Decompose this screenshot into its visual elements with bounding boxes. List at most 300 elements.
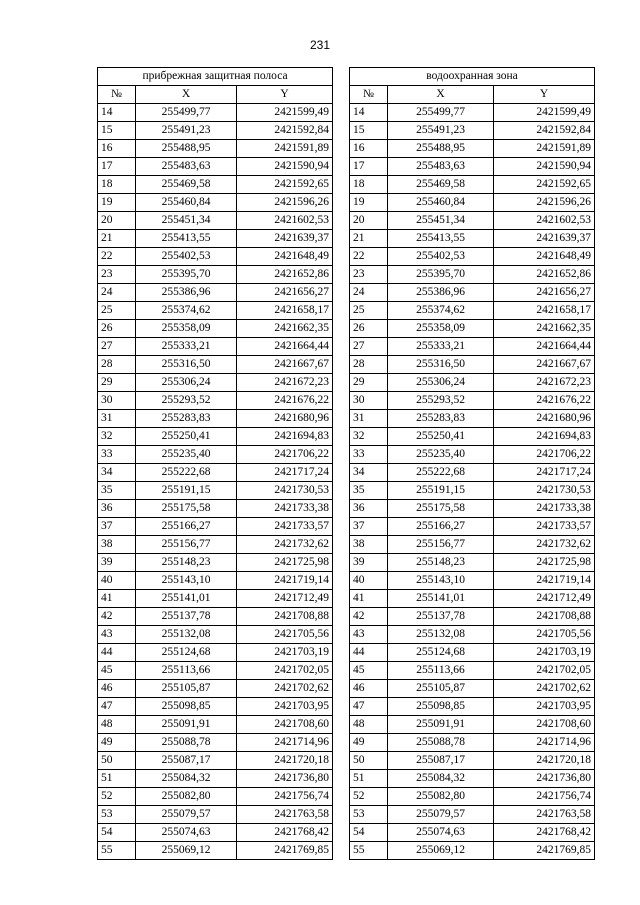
y-coordinate-cell: 2421708,60 bbox=[237, 716, 333, 734]
point-number-cell: 48 bbox=[98, 716, 136, 734]
point-number-cell: 28 bbox=[350, 356, 388, 374]
y-coordinate-cell: 2421676,22 bbox=[237, 392, 333, 410]
table-row bbox=[98, 320, 333, 338]
x-coordinate-cell: 255222,68 bbox=[388, 464, 494, 482]
table-row bbox=[350, 500, 595, 518]
y-coordinate-cell: 2421590,94 bbox=[494, 158, 595, 176]
table-row bbox=[98, 374, 333, 392]
table-row bbox=[98, 590, 333, 608]
point-number-cell: 46 bbox=[98, 680, 136, 698]
point-number-cell: 50 bbox=[350, 752, 388, 770]
x-coordinate-cell: 255141,01 bbox=[136, 590, 237, 608]
x-coordinate-cell: 255306,24 bbox=[136, 374, 237, 392]
y-coordinate-cell: 2421599,49 bbox=[494, 104, 595, 122]
table-row bbox=[98, 392, 333, 410]
x-coordinate-cell: 255460,84 bbox=[136, 194, 237, 212]
table-row bbox=[350, 230, 595, 248]
table-row bbox=[98, 824, 333, 842]
table-row bbox=[350, 428, 595, 446]
y-coordinate-cell: 2421730,53 bbox=[237, 482, 333, 500]
y-coordinate-cell: 2421733,57 bbox=[237, 518, 333, 536]
point-number-cell: 37 bbox=[350, 518, 388, 536]
point-number-cell: 35 bbox=[98, 482, 136, 500]
y-coordinate-cell: 2421648,49 bbox=[237, 248, 333, 266]
header-y: Y bbox=[494, 86, 595, 104]
x-coordinate-cell: 255175,58 bbox=[388, 500, 494, 518]
x-coordinate-cell: 255283,83 bbox=[388, 410, 494, 428]
table-row bbox=[98, 734, 333, 752]
x-coordinate-cell: 255082,80 bbox=[136, 788, 237, 806]
y-coordinate-cell: 2421732,62 bbox=[237, 536, 333, 554]
y-coordinate-cell: 2421602,53 bbox=[494, 212, 595, 230]
x-coordinate-cell: 255124,68 bbox=[136, 644, 237, 662]
table-row bbox=[350, 662, 595, 680]
point-number-cell: 49 bbox=[350, 734, 388, 752]
y-coordinate-cell: 2421599,49 bbox=[237, 104, 333, 122]
table-caption: водоохранная зона bbox=[350, 68, 595, 86]
point-number-cell: 16 bbox=[350, 140, 388, 158]
table-row bbox=[350, 104, 595, 122]
header-x: X bbox=[136, 86, 237, 104]
x-coordinate-cell: 255358,09 bbox=[388, 320, 494, 338]
point-number-cell: 18 bbox=[350, 176, 388, 194]
point-number-cell: 51 bbox=[98, 770, 136, 788]
point-number-cell: 39 bbox=[350, 554, 388, 572]
point-number-cell: 25 bbox=[350, 302, 388, 320]
x-coordinate-cell: 255283,83 bbox=[136, 410, 237, 428]
y-coordinate-cell: 2421658,17 bbox=[494, 302, 595, 320]
point-number-cell: 55 bbox=[98, 842, 136, 860]
point-number-cell: 33 bbox=[350, 446, 388, 464]
table-row bbox=[350, 302, 595, 320]
x-coordinate-cell: 255088,78 bbox=[136, 734, 237, 752]
y-coordinate-cell: 2421719,14 bbox=[237, 572, 333, 590]
point-number-cell: 43 bbox=[98, 626, 136, 644]
point-number-cell: 16 bbox=[98, 140, 136, 158]
y-coordinate-cell: 2421763,58 bbox=[494, 806, 595, 824]
x-coordinate-cell: 255137,78 bbox=[136, 608, 237, 626]
x-coordinate-cell: 255483,63 bbox=[136, 158, 237, 176]
point-number-cell: 19 bbox=[98, 194, 136, 212]
y-coordinate-cell: 2421769,85 bbox=[494, 842, 595, 860]
y-coordinate-cell: 2421667,67 bbox=[237, 356, 333, 374]
point-number-cell: 43 bbox=[350, 626, 388, 644]
y-coordinate-cell: 2421590,94 bbox=[237, 158, 333, 176]
point-number-cell: 31 bbox=[350, 410, 388, 428]
y-coordinate-cell: 2421720,18 bbox=[237, 752, 333, 770]
y-coordinate-cell: 2421708,60 bbox=[494, 716, 595, 734]
point-number-cell: 27 bbox=[98, 338, 136, 356]
x-coordinate-cell: 255333,21 bbox=[136, 338, 237, 356]
table-row bbox=[98, 842, 333, 860]
x-coordinate-cell: 255316,50 bbox=[136, 356, 237, 374]
x-coordinate-cell: 255386,96 bbox=[388, 284, 494, 302]
table-row bbox=[98, 644, 333, 662]
point-number-cell: 36 bbox=[98, 500, 136, 518]
x-coordinate-cell: 255105,87 bbox=[136, 680, 237, 698]
x-coordinate-cell: 255402,53 bbox=[136, 248, 237, 266]
table-row bbox=[350, 158, 595, 176]
x-coordinate-cell: 255143,10 bbox=[136, 572, 237, 590]
point-number-cell: 17 bbox=[98, 158, 136, 176]
x-coordinate-cell: 255069,12 bbox=[136, 842, 237, 860]
y-coordinate-cell: 2421706,22 bbox=[494, 446, 595, 464]
y-coordinate-cell: 2421656,27 bbox=[494, 284, 595, 302]
point-number-cell: 26 bbox=[98, 320, 136, 338]
x-coordinate-cell: 255088,78 bbox=[388, 734, 494, 752]
table-row bbox=[98, 680, 333, 698]
point-number-cell: 40 bbox=[350, 572, 388, 590]
point-number-cell: 25 bbox=[98, 302, 136, 320]
x-coordinate-cell: 255333,21 bbox=[388, 338, 494, 356]
y-coordinate-cell: 2421712,49 bbox=[237, 590, 333, 608]
x-coordinate-cell: 255469,58 bbox=[388, 176, 494, 194]
y-coordinate-cell: 2421717,24 bbox=[237, 464, 333, 482]
y-coordinate-cell: 2421702,62 bbox=[494, 680, 595, 698]
table-row bbox=[350, 824, 595, 842]
table-header-row bbox=[350, 86, 595, 104]
y-coordinate-cell: 2421705,56 bbox=[494, 626, 595, 644]
y-coordinate-cell: 2421756,74 bbox=[237, 788, 333, 806]
point-number-cell: 34 bbox=[98, 464, 136, 482]
x-coordinate-cell: 255395,70 bbox=[388, 266, 494, 284]
table-row bbox=[350, 482, 595, 500]
point-number-cell: 35 bbox=[350, 482, 388, 500]
x-coordinate-cell: 255250,41 bbox=[136, 428, 237, 446]
x-coordinate-cell: 255451,34 bbox=[388, 212, 494, 230]
point-number-cell: 29 bbox=[98, 374, 136, 392]
table-row bbox=[98, 284, 333, 302]
y-coordinate-cell: 2421680,96 bbox=[237, 410, 333, 428]
y-coordinate-cell: 2421712,49 bbox=[494, 590, 595, 608]
x-coordinate-cell: 255091,91 bbox=[136, 716, 237, 734]
x-coordinate-cell: 255166,27 bbox=[136, 518, 237, 536]
y-coordinate-cell: 2421591,89 bbox=[237, 140, 333, 158]
y-coordinate-cell: 2421714,96 bbox=[237, 734, 333, 752]
point-number-cell: 34 bbox=[350, 464, 388, 482]
y-coordinate-cell: 2421639,37 bbox=[494, 230, 595, 248]
y-coordinate-cell: 2421705,56 bbox=[237, 626, 333, 644]
x-coordinate-cell: 255148,23 bbox=[136, 554, 237, 572]
x-coordinate-cell: 255074,63 bbox=[388, 824, 494, 842]
table-row bbox=[98, 176, 333, 194]
point-number-cell: 15 bbox=[98, 122, 136, 140]
header-number: № bbox=[98, 86, 136, 104]
x-coordinate-cell: 255124,68 bbox=[388, 644, 494, 662]
table-row bbox=[350, 752, 595, 770]
water-protection-zone-table bbox=[349, 67, 595, 860]
point-number-cell: 24 bbox=[350, 284, 388, 302]
point-number-cell: 42 bbox=[98, 608, 136, 626]
point-number-cell: 47 bbox=[350, 698, 388, 716]
y-coordinate-cell: 2421664,44 bbox=[237, 338, 333, 356]
point-number-cell: 53 bbox=[98, 806, 136, 824]
point-number-cell: 19 bbox=[350, 194, 388, 212]
table-row bbox=[350, 212, 595, 230]
table-row bbox=[98, 428, 333, 446]
y-coordinate-cell: 2421676,22 bbox=[494, 392, 595, 410]
y-coordinate-cell: 2421768,42 bbox=[237, 824, 333, 842]
table-row bbox=[350, 590, 595, 608]
y-coordinate-cell: 2421667,67 bbox=[494, 356, 595, 374]
point-number-cell: 54 bbox=[98, 824, 136, 842]
table-row bbox=[350, 698, 595, 716]
point-number-cell: 24 bbox=[98, 284, 136, 302]
table-row bbox=[98, 464, 333, 482]
point-number-cell: 15 bbox=[350, 122, 388, 140]
y-coordinate-cell: 2421652,86 bbox=[237, 266, 333, 284]
x-coordinate-cell: 255132,08 bbox=[136, 626, 237, 644]
point-number-cell: 29 bbox=[350, 374, 388, 392]
table-row bbox=[98, 788, 333, 806]
point-number-cell: 40 bbox=[98, 572, 136, 590]
point-number-cell: 38 bbox=[350, 536, 388, 554]
y-coordinate-cell: 2421720,18 bbox=[494, 752, 595, 770]
point-number-cell: 39 bbox=[98, 554, 136, 572]
y-coordinate-cell: 2421592,84 bbox=[237, 122, 333, 140]
y-coordinate-cell: 2421658,17 bbox=[237, 302, 333, 320]
table-row bbox=[350, 644, 595, 662]
y-coordinate-cell: 2421756,74 bbox=[494, 788, 595, 806]
y-coordinate-cell: 2421639,37 bbox=[237, 230, 333, 248]
point-number-cell: 44 bbox=[350, 644, 388, 662]
x-coordinate-cell: 255079,57 bbox=[136, 806, 237, 824]
table-row bbox=[98, 194, 333, 212]
x-coordinate-cell: 255491,23 bbox=[388, 122, 494, 140]
table-row bbox=[98, 752, 333, 770]
x-coordinate-cell: 255084,32 bbox=[136, 770, 237, 788]
x-coordinate-cell: 255491,23 bbox=[136, 122, 237, 140]
point-number-cell: 17 bbox=[350, 158, 388, 176]
x-coordinate-cell: 255137,78 bbox=[388, 608, 494, 626]
table-row bbox=[98, 338, 333, 356]
point-number-cell: 23 bbox=[350, 266, 388, 284]
y-coordinate-cell: 2421591,89 bbox=[494, 140, 595, 158]
point-number-cell: 27 bbox=[350, 338, 388, 356]
table-row bbox=[350, 680, 595, 698]
x-coordinate-cell: 255087,17 bbox=[136, 752, 237, 770]
y-coordinate-cell: 2421703,95 bbox=[237, 698, 333, 716]
table-row bbox=[350, 284, 595, 302]
table-row bbox=[98, 446, 333, 464]
x-coordinate-cell: 255235,40 bbox=[136, 446, 237, 464]
x-coordinate-cell: 255374,62 bbox=[136, 302, 237, 320]
y-coordinate-cell: 2421592,65 bbox=[237, 176, 333, 194]
y-coordinate-cell: 2421672,23 bbox=[237, 374, 333, 392]
y-coordinate-cell: 2421652,86 bbox=[494, 266, 595, 284]
y-coordinate-cell: 2421596,26 bbox=[237, 194, 333, 212]
table-row bbox=[350, 140, 595, 158]
x-coordinate-cell: 255358,09 bbox=[136, 320, 237, 338]
y-coordinate-cell: 2421733,38 bbox=[237, 500, 333, 518]
point-number-cell: 41 bbox=[350, 590, 388, 608]
table-caption-row bbox=[350, 68, 595, 86]
x-coordinate-cell: 255499,77 bbox=[388, 104, 494, 122]
page-number: 231 bbox=[309, 38, 331, 52]
x-coordinate-cell: 255386,96 bbox=[136, 284, 237, 302]
table-row bbox=[350, 554, 595, 572]
x-coordinate-cell: 255293,52 bbox=[388, 392, 494, 410]
x-coordinate-cell: 255374,62 bbox=[388, 302, 494, 320]
y-coordinate-cell: 2421730,53 bbox=[494, 482, 595, 500]
table-row bbox=[350, 806, 595, 824]
x-coordinate-cell: 255483,63 bbox=[388, 158, 494, 176]
table-row bbox=[350, 248, 595, 266]
point-number-cell: 52 bbox=[98, 788, 136, 806]
table-caption: прибрежная защитная полоса bbox=[98, 68, 333, 86]
table-row bbox=[350, 788, 595, 806]
x-coordinate-cell: 255084,32 bbox=[388, 770, 494, 788]
y-coordinate-cell: 2421736,80 bbox=[494, 770, 595, 788]
x-coordinate-cell: 255235,40 bbox=[388, 446, 494, 464]
table-row bbox=[98, 356, 333, 374]
table-row bbox=[350, 320, 595, 338]
x-coordinate-cell: 255082,80 bbox=[388, 788, 494, 806]
point-number-cell: 44 bbox=[98, 644, 136, 662]
point-number-cell: 50 bbox=[98, 752, 136, 770]
y-coordinate-cell: 2421672,23 bbox=[494, 374, 595, 392]
x-coordinate-cell: 255488,95 bbox=[136, 140, 237, 158]
y-coordinate-cell: 2421719,14 bbox=[494, 572, 595, 590]
point-number-cell: 30 bbox=[98, 392, 136, 410]
table-row bbox=[98, 230, 333, 248]
table-row bbox=[350, 608, 595, 626]
point-number-cell: 46 bbox=[350, 680, 388, 698]
x-coordinate-cell: 255098,85 bbox=[388, 698, 494, 716]
header-x: X bbox=[388, 86, 494, 104]
table-row bbox=[98, 500, 333, 518]
table-row bbox=[98, 212, 333, 230]
y-coordinate-cell: 2421664,44 bbox=[494, 338, 595, 356]
point-number-cell: 32 bbox=[350, 428, 388, 446]
table-row bbox=[350, 392, 595, 410]
table-row bbox=[98, 608, 333, 626]
y-coordinate-cell: 2421596,26 bbox=[494, 194, 595, 212]
table-row bbox=[98, 806, 333, 824]
table-row bbox=[98, 410, 333, 428]
y-coordinate-cell: 2421648,49 bbox=[494, 248, 595, 266]
point-number-cell: 42 bbox=[350, 608, 388, 626]
point-number-cell: 33 bbox=[98, 446, 136, 464]
point-number-cell: 32 bbox=[98, 428, 136, 446]
point-number-cell: 53 bbox=[350, 806, 388, 824]
y-coordinate-cell: 2421736,80 bbox=[237, 770, 333, 788]
table-row bbox=[98, 554, 333, 572]
point-number-cell: 36 bbox=[350, 500, 388, 518]
x-coordinate-cell: 255132,08 bbox=[388, 626, 494, 644]
table-row bbox=[350, 338, 595, 356]
point-number-cell: 14 bbox=[98, 104, 136, 122]
point-number-cell: 21 bbox=[98, 230, 136, 248]
point-number-cell: 14 bbox=[350, 104, 388, 122]
point-number-cell: 49 bbox=[98, 734, 136, 752]
x-coordinate-cell: 255143,10 bbox=[388, 572, 494, 590]
header-y: Y bbox=[237, 86, 333, 104]
x-coordinate-cell: 255098,85 bbox=[136, 698, 237, 716]
x-coordinate-cell: 255175,58 bbox=[136, 500, 237, 518]
table-row bbox=[350, 356, 595, 374]
table-row bbox=[98, 716, 333, 734]
table-row bbox=[98, 140, 333, 158]
table-row bbox=[350, 572, 595, 590]
point-number-cell: 18 bbox=[98, 176, 136, 194]
x-coordinate-cell: 255156,77 bbox=[388, 536, 494, 554]
y-coordinate-cell: 2421708,88 bbox=[494, 608, 595, 626]
coastal-strip-table bbox=[97, 67, 333, 860]
y-coordinate-cell: 2421680,96 bbox=[494, 410, 595, 428]
table-row bbox=[350, 518, 595, 536]
point-number-cell: 30 bbox=[350, 392, 388, 410]
y-coordinate-cell: 2421768,42 bbox=[494, 824, 595, 842]
point-number-cell: 48 bbox=[350, 716, 388, 734]
x-coordinate-cell: 255113,66 bbox=[388, 662, 494, 680]
point-number-cell: 28 bbox=[98, 356, 136, 374]
table-row bbox=[98, 662, 333, 680]
table-row bbox=[98, 770, 333, 788]
point-number-cell: 51 bbox=[350, 770, 388, 788]
table-row bbox=[350, 770, 595, 788]
x-coordinate-cell: 255413,55 bbox=[136, 230, 237, 248]
point-number-cell: 23 bbox=[98, 266, 136, 284]
table-row bbox=[350, 410, 595, 428]
x-coordinate-cell: 255156,77 bbox=[136, 536, 237, 554]
y-coordinate-cell: 2421763,58 bbox=[237, 806, 333, 824]
table-row bbox=[98, 536, 333, 554]
table-row bbox=[98, 572, 333, 590]
y-coordinate-cell: 2421703,19 bbox=[494, 644, 595, 662]
y-coordinate-cell: 2421703,95 bbox=[494, 698, 595, 716]
y-coordinate-cell: 2421708,88 bbox=[237, 608, 333, 626]
y-coordinate-cell: 2421702,62 bbox=[237, 680, 333, 698]
y-coordinate-cell: 2421592,65 bbox=[494, 176, 595, 194]
x-coordinate-cell: 255222,68 bbox=[136, 464, 237, 482]
y-coordinate-cell: 2421725,98 bbox=[494, 554, 595, 572]
x-coordinate-cell: 255148,23 bbox=[388, 554, 494, 572]
y-coordinate-cell: 2421694,83 bbox=[494, 428, 595, 446]
x-coordinate-cell: 255499,77 bbox=[136, 104, 237, 122]
x-coordinate-cell: 255105,87 bbox=[388, 680, 494, 698]
table-row bbox=[350, 734, 595, 752]
y-coordinate-cell: 2421725,98 bbox=[237, 554, 333, 572]
y-coordinate-cell: 2421662,35 bbox=[237, 320, 333, 338]
x-coordinate-cell: 255451,34 bbox=[136, 212, 237, 230]
y-coordinate-cell: 2421592,84 bbox=[494, 122, 595, 140]
x-coordinate-cell: 255113,66 bbox=[136, 662, 237, 680]
table-header-row bbox=[98, 86, 333, 104]
table-row bbox=[98, 122, 333, 140]
y-coordinate-cell: 2421733,57 bbox=[494, 518, 595, 536]
x-coordinate-cell: 255087,17 bbox=[388, 752, 494, 770]
table-row bbox=[350, 194, 595, 212]
table-row bbox=[98, 626, 333, 644]
point-number-cell: 47 bbox=[98, 698, 136, 716]
table-row bbox=[350, 842, 595, 860]
table-caption-row bbox=[98, 68, 333, 86]
table-row bbox=[98, 482, 333, 500]
point-number-cell: 55 bbox=[350, 842, 388, 860]
x-coordinate-cell: 255306,24 bbox=[388, 374, 494, 392]
table-row bbox=[350, 374, 595, 392]
x-coordinate-cell: 255488,95 bbox=[388, 140, 494, 158]
y-coordinate-cell: 2421656,27 bbox=[237, 284, 333, 302]
point-number-cell: 45 bbox=[350, 662, 388, 680]
x-coordinate-cell: 255074,63 bbox=[136, 824, 237, 842]
y-coordinate-cell: 2421733,38 bbox=[494, 500, 595, 518]
y-coordinate-cell: 2421706,22 bbox=[237, 446, 333, 464]
point-number-cell: 38 bbox=[98, 536, 136, 554]
point-number-cell: 26 bbox=[350, 320, 388, 338]
point-number-cell: 22 bbox=[350, 248, 388, 266]
